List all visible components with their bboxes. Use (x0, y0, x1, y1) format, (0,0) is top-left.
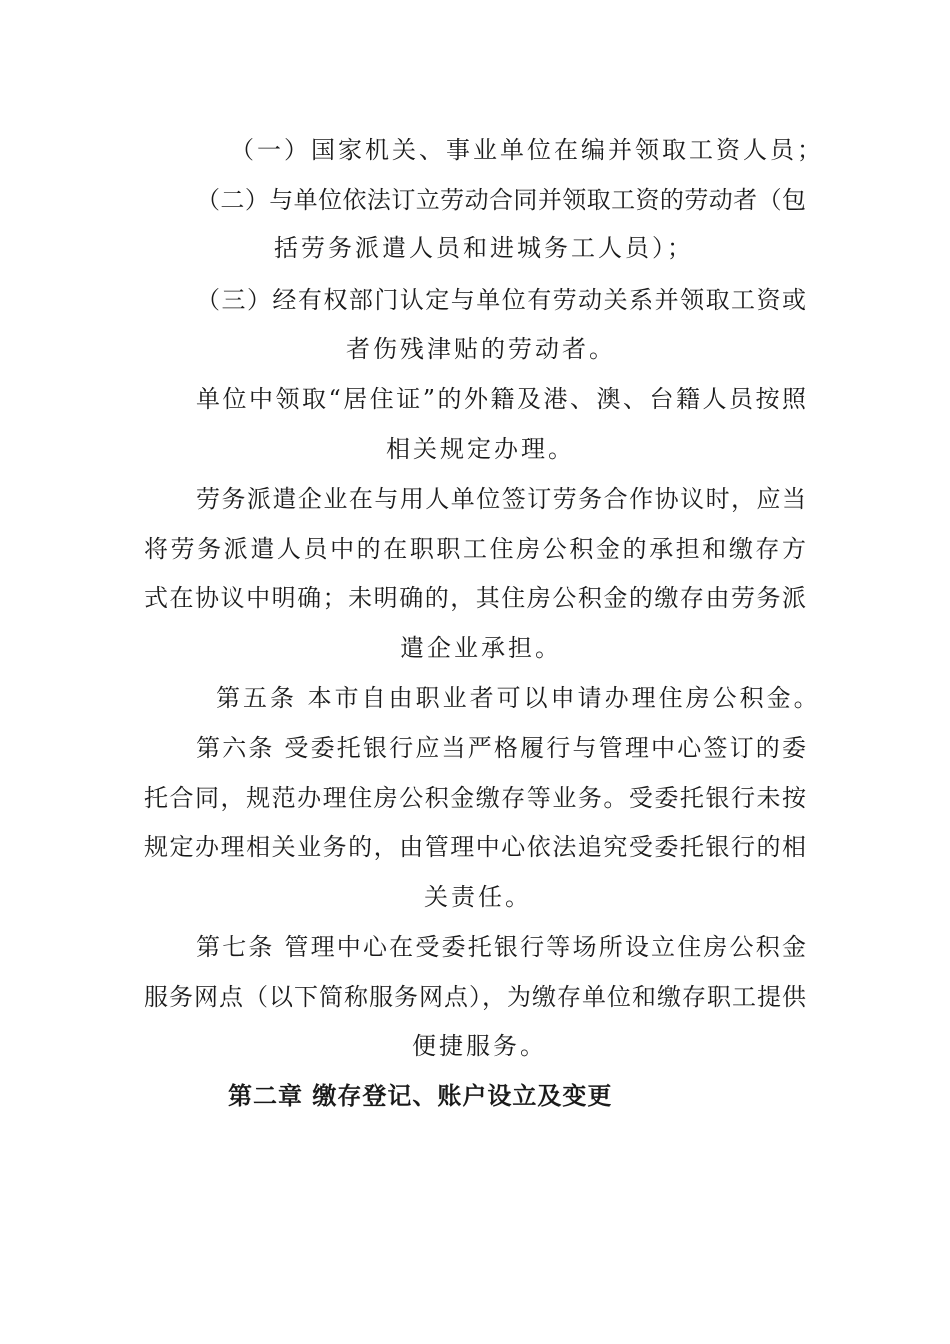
text-line: 便捷服务。 (412, 1032, 547, 1060)
article-7: 第七条 管理中心在受委托银行等场所设立住房公积金 (196, 933, 806, 961)
text-line: （二）与单位依法订立劳动合同并领取工资的劳动者（包 (196, 186, 806, 214)
text-line: （一）国家机关、事业单位在编并领取工资人员； (230, 136, 824, 164)
text-line: 遣企业承担。 (400, 634, 562, 662)
text-line: 相关规定办理。 (386, 435, 575, 463)
text-line: 将劳务派遣人员中的在职职工住房公积金的承担和缴存方 (144, 535, 806, 563)
text-line: 规定办理相关业务的，由管理中心依法追究受委托银行的相 (144, 833, 806, 861)
chapter-heading: 第二章 缴存登记、账户设立及变更 (228, 1082, 613, 1110)
article-5: 第五条 本市自由职业者可以申请办理住房公积金。 (216, 684, 821, 712)
text-line: 关责任。 (424, 883, 532, 911)
text-line: 托合同，规范办理住房公积金缴存等业务。受委托银行未按 (144, 784, 806, 812)
article-6: 第六条 受委托银行应当严格履行与管理中心签订的委 (196, 734, 806, 762)
text-line: 括劳务派遣人员和进城务工人员）； (274, 234, 694, 262)
text-line: 服务网点（以下简称服务网点），为缴存单位和缴存职工提供 (144, 983, 806, 1011)
text-line: 式在协议中明确；未明确的，其住房公积金的缴存由劳务派 (144, 584, 806, 612)
text-line: 劳务派遣企业在与用人单位签订劳务合作协议时，应当 (196, 485, 806, 513)
text-line: （三）经有权部门认定与单位有劳动关系并领取工资或 (196, 286, 806, 314)
text-line: 者伤残津贴的劳动者。 (346, 335, 616, 363)
text-line: 单位中领取“居住证”的外籍及港、澳、台籍人员按照 (196, 385, 806, 413)
